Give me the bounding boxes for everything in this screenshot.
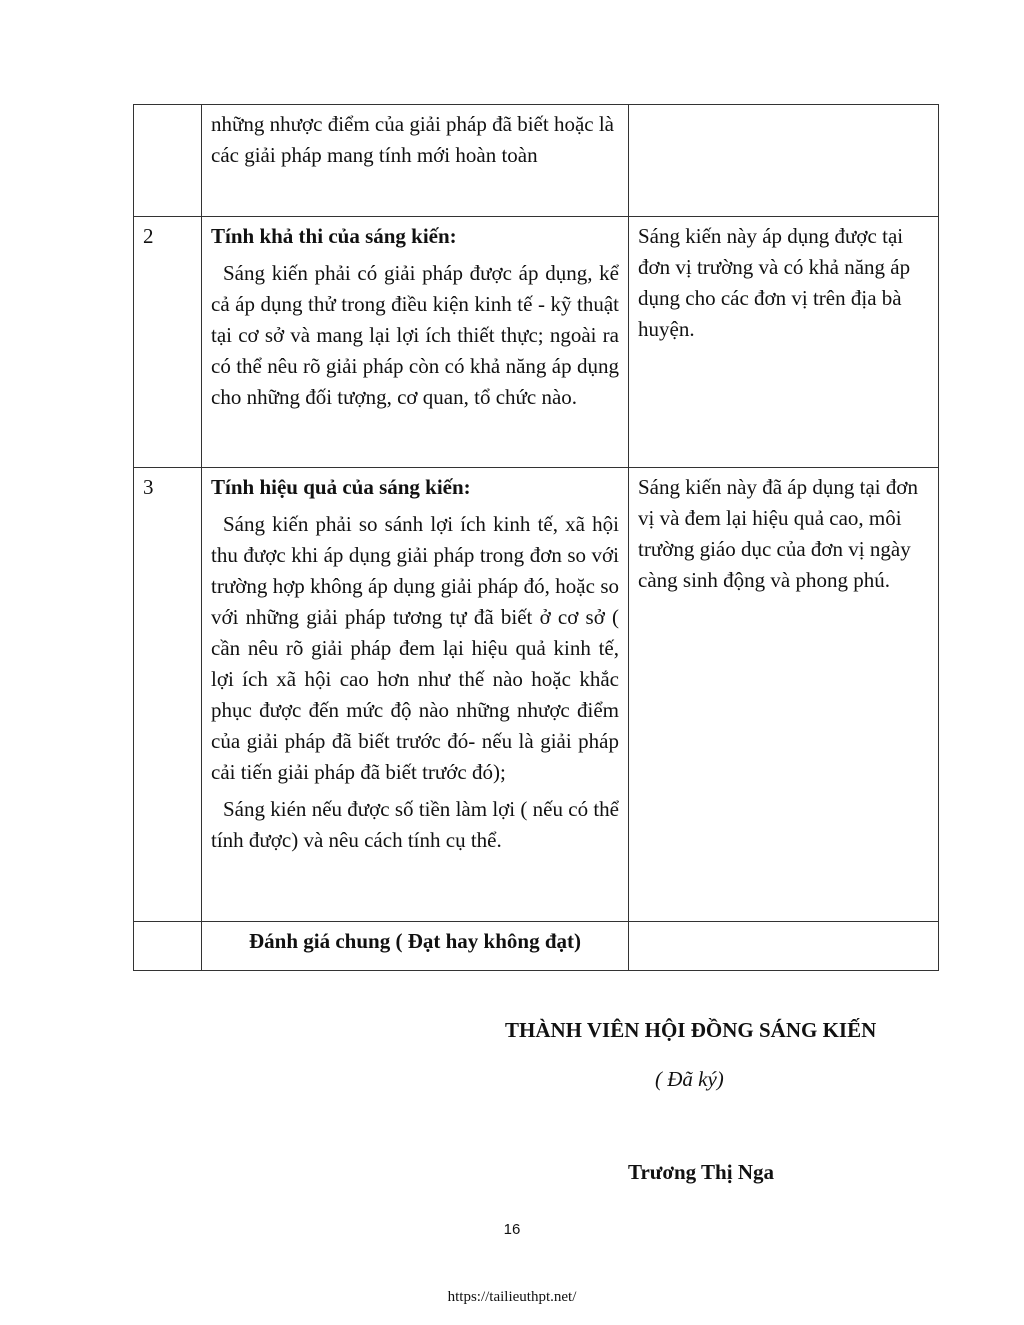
council-title: THÀNH VIÊN HỘI ĐỒNG SÁNG KIẾN — [505, 1018, 877, 1042]
table-row-summary — [134, 922, 939, 971]
signer-name: Trương Thị Nga — [628, 1160, 774, 1184]
summary-value-cell — [629, 922, 939, 971]
table-row-continuation — [134, 105, 939, 217]
comment-cell: Sáng kiến này áp dụng được tại đơn vị trường và có khả năng áp dụng cho các đơn vị trên địa bà huyện. — [629, 217, 939, 468]
signed-note: ( Đã ký) — [655, 1067, 724, 1091]
criterion-description: Sáng kiến phải có giải pháp được áp dụng, kể cả áp dụng thử trong điều kiện kinh tế - kỹ thuật tại cơ sở và mang lại lợi ích thiết thực; ngoài ra có thể nêu rõ giải pháp còn có khả năng áp dụng cho những đối tượng, cơ quan, tổ chức nào. — [211, 261, 619, 409]
criterion-description: Sáng kién nếu được số tiền làm lợi ( nếu có thể tính được) và nêu cách tính cụ thể. — [211, 797, 619, 852]
criterion-description: Sáng kiến phải so sánh lợi ích kinh tế, xã hội thu được khi áp dụng giải pháp trong đơn so với trường hợp không áp dụng giải pháp đó, hoặc so với những giải pháp tương tự đã biết ở cơ sở ( cần nêu rõ giải pháp đem lại hiệu quả kinh tế, lợi ích xã hội cao hơn như thế nào hoặc khắc phục được đến mức độ nào những nhược điểm của giải pháp đã biết trước đó- nếu là giải pháp cải tiến giải pháp đã biết trước đó); — [211, 512, 619, 784]
row-number-cell: 2 — [134, 217, 202, 468]
source-url: https://tailieuthpt.net/ — [447, 1289, 577, 1305]
comment-cell — [629, 105, 939, 217]
criterion-cell — [202, 468, 629, 922]
row-number-cell — [134, 922, 202, 971]
criterion-cell — [202, 105, 629, 217]
continuation-text: những nhược điểm của giải pháp đã biết hoặc là các giải pháp mang tính mới hoàn toàn — [211, 112, 614, 167]
evaluation-table — [133, 104, 939, 971]
criterion-title: Tính hiệu quả của sáng kiến: — [211, 475, 471, 499]
summary-label: Đánh giá chung ( Đạt hay không đạt) — [202, 922, 629, 971]
page-number: 16 — [503, 1221, 521, 1238]
row-number-cell — [134, 105, 202, 217]
table-row-feasibility — [134, 217, 939, 468]
comment-cell: Sáng kiến này đã áp dụng tại đơn vị và đem lại hiệu quả cao, môi trường giáo dục của đơn vị ngày càng sinh động và phong phú. — [629, 468, 939, 922]
row-number-cell: 3 — [134, 468, 202, 922]
table-row-effectiveness — [134, 468, 939, 922]
criterion-title: Tính khả thi của sáng kiến: — [211, 224, 457, 248]
criterion-cell — [202, 217, 629, 468]
